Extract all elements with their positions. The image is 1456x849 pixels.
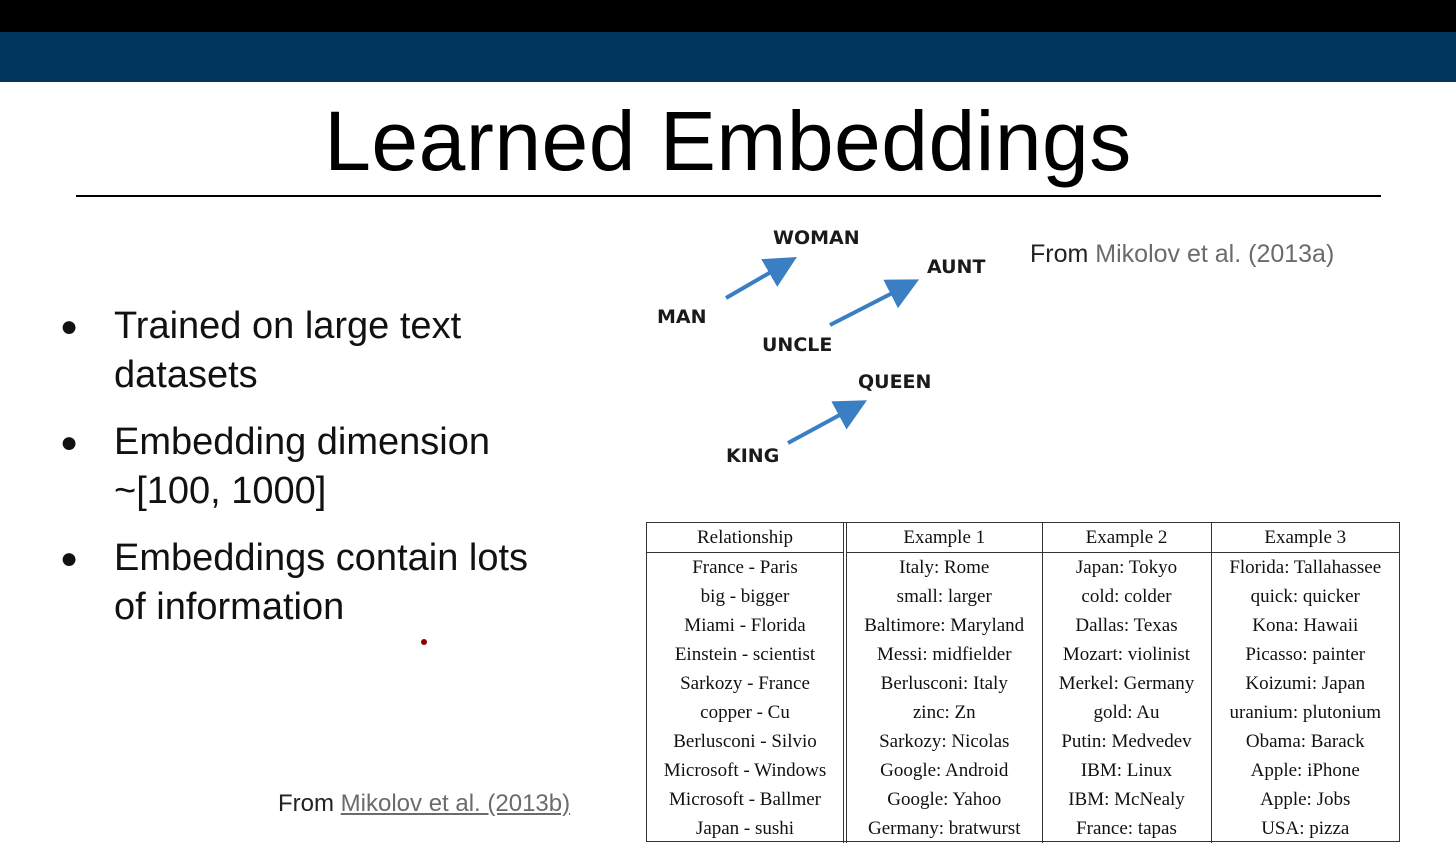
table-cell: Japan - sushi xyxy=(695,817,795,839)
citation-link-2013b[interactable]: Mikolov et al. (2013b) xyxy=(340,790,571,817)
table-cell: IBM: McNealy xyxy=(1042,785,1211,814)
table-cell: Koizumi: Japan xyxy=(1211,669,1399,698)
table-cell: Putin: Medvedev xyxy=(1042,727,1211,756)
table-cell: Japan: Tokyo xyxy=(1042,553,1211,583)
bullet-text: Trained on large text datasets xyxy=(114,305,462,396)
slide-header-bar xyxy=(0,32,1456,82)
column-header: Relationship xyxy=(647,523,845,553)
table-cell: uranium: plutonium xyxy=(1211,698,1399,727)
word-analogy-diagram xyxy=(640,215,1020,480)
table-row xyxy=(647,553,1399,583)
bullet-dot-icon: ● xyxy=(60,310,79,343)
bullet-item xyxy=(60,418,580,516)
table-cell: Kona: Hawaii xyxy=(1211,611,1399,640)
table-row xyxy=(647,698,1399,727)
table-cell: Einstein - scientist xyxy=(674,643,816,665)
table-row xyxy=(647,640,1399,669)
bullet-item xyxy=(60,302,580,400)
table-cell: Merkel: Germany xyxy=(1042,669,1211,698)
arrow-king-queen xyxy=(788,404,860,443)
table-cell: Florida: Tallahassee xyxy=(1211,553,1399,583)
table-cell: Sarkozy - France xyxy=(680,672,810,694)
table-cell: small: larger xyxy=(845,582,1042,611)
bullet-list xyxy=(60,302,580,650)
word-woman: WOMAN xyxy=(773,227,860,249)
bullet-dot-icon: ● xyxy=(60,426,79,459)
table-cell: Apple: iPhone xyxy=(1211,756,1399,785)
bullet-item xyxy=(60,534,580,632)
word-aunt: AUNT xyxy=(927,256,986,278)
word-man: MAN xyxy=(657,306,707,328)
table-cell: Sarkozy: Nicolas xyxy=(845,727,1042,756)
top-black-strip xyxy=(0,0,1456,32)
table-cell: Microsoft - Windows xyxy=(663,759,827,781)
table-cell: Picasso: painter xyxy=(1211,640,1399,669)
arrow-man-woman xyxy=(726,261,790,298)
table-cell: quick: quicker xyxy=(1211,582,1399,611)
table-cell: Mozart: violinist xyxy=(1042,640,1211,669)
table-row xyxy=(647,611,1399,640)
table-cell: Microsoft - Ballmer xyxy=(669,788,821,810)
table-cell: Berlusconi - Silvio xyxy=(673,730,817,752)
table-row xyxy=(647,756,1399,785)
word-queen: QUEEN xyxy=(858,371,932,393)
table-row xyxy=(647,785,1399,814)
column-header: Example 3 xyxy=(1211,523,1399,553)
table-cell: Obama: Barack xyxy=(1211,727,1399,756)
word-uncle: UNCLE xyxy=(762,334,833,356)
column-header: Example 1 xyxy=(845,523,1042,553)
column-header: Example 2 xyxy=(1042,523,1211,553)
bullet-text: Embeddings contain lots of information xyxy=(114,537,529,628)
table-cell: Berlusconi: Italy xyxy=(845,669,1042,698)
table-cell: Apple: Jobs xyxy=(1211,785,1399,814)
table-row xyxy=(647,727,1399,756)
citation-link-2013a[interactable]: Mikolov et al. (2013a) xyxy=(1095,240,1335,268)
table-cell: Germany: bratwurst xyxy=(845,814,1042,843)
table-cell: big - bigger xyxy=(700,585,790,607)
citation-2013a: From Mikolov et al. (2013a) xyxy=(1030,240,1335,268)
table-cell: USA: pizza xyxy=(1211,814,1399,843)
bullet-dot-icon: ● xyxy=(60,542,79,575)
word-king: KING xyxy=(726,445,780,467)
slide-title: Learned Embeddings xyxy=(324,94,1132,188)
table-cell: Baltimore: Maryland xyxy=(845,611,1042,640)
table-cell: Google: Android xyxy=(845,756,1042,785)
relationship-table xyxy=(646,522,1400,842)
table-row xyxy=(647,669,1399,698)
table-cell: IBM: Linux xyxy=(1042,756,1211,785)
table-cell: Messi: midfielder xyxy=(845,640,1042,669)
arrow-uncle-aunt xyxy=(830,283,912,325)
relationship-table-grid xyxy=(647,523,1399,843)
table-row xyxy=(647,814,1399,843)
table-body xyxy=(647,553,1399,844)
table-cell: copper - Cu xyxy=(700,701,790,723)
table-cell: Google: Yahoo xyxy=(845,785,1042,814)
table-cell: France - Paris xyxy=(692,556,798,578)
table-cell: Miami - Florida xyxy=(684,614,806,636)
table-cell: zinc: Zn xyxy=(845,698,1042,727)
bullet-text: Embedding dimension ~[100, 1000] xyxy=(114,421,491,512)
table-cell: gold: Au xyxy=(1042,698,1211,727)
citation-2013b: From Mikolov et al. (2013b) xyxy=(278,790,571,817)
table-cell: cold: colder xyxy=(1042,582,1211,611)
title-divider xyxy=(76,195,1381,197)
table-row xyxy=(647,582,1399,611)
table-cell: France: tapas xyxy=(1042,814,1211,843)
table-cell: Italy: Rome xyxy=(845,553,1042,583)
laser-pointer-dot xyxy=(421,639,427,645)
table-cell: Dallas: Texas xyxy=(1042,611,1211,640)
table-header-row xyxy=(647,523,1399,553)
